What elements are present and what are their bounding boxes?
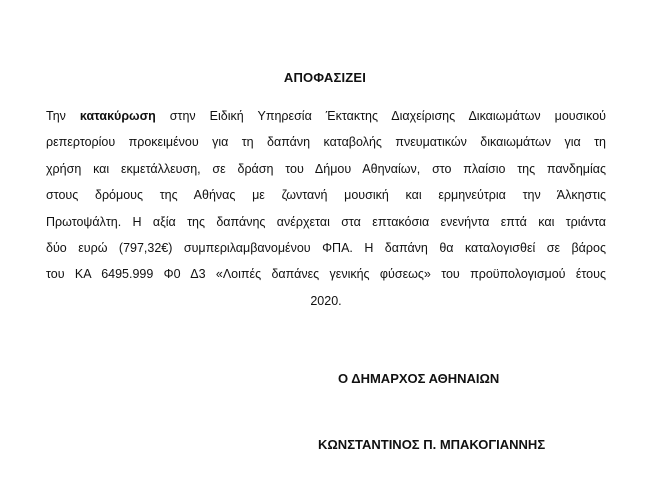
- paragraph-line-4: στους δρόμους της Αθήνας με ζωντανή μουσική και ερμηνεύτρια την Άλκηστις: [46, 188, 606, 203]
- mayor-title: Ο ΔΗΜΑΡΧΟΣ ΑΘΗΝΑΙΩΝ: [338, 371, 500, 386]
- decision-heading: ΑΠΟΦΑΣΙΖΕΙ: [283, 70, 367, 85]
- paragraph-line-6: δύο ευρώ (797,32€) συμπεριλαμβανομένου ΦΠΑ. Η δαπάνη θα καταλογισθεί σε βάρος: [46, 241, 606, 256]
- paragraph-line-5: Πρωτοψάλτη. Η αξία της δαπάνης ανέρχεται στα επτακόσια ενενήντα επτά και τριάντα: [46, 214, 606, 229]
- award-keyword: κατακύρωση: [79, 109, 156, 123]
- paragraph-line-3: χρήση και εκμετάλλευση, σε δράση του Δήμου Αθηναίων, στο πλαίσιο της πανδημίας: [46, 161, 606, 176]
- paragraph-line-2: ρεπερτορίου προκειμένου για τη δαπάνη καταβολής πνευματικών δικαιωμάτων για τη: [46, 135, 606, 150]
- paragraph-line-7: του ΚΑ 6495.999 Φ0 Δ3 «Λοιπές δαπάνες γενικής φύσεως» του προϋπολογισμού έτους: [46, 267, 606, 282]
- paragraph-line-8: 2020.: [310, 293, 342, 308]
- paragraph-line-1: [46, 103, 606, 129]
- paragraph-line-1-prefix: Την: [46, 109, 80, 123]
- mayor-name: ΚΩΝΣΤΑΝΤΙΝΟΣ Π. ΜΠΑΚΟΓΙΑΝΝΗΣ: [318, 437, 546, 452]
- decision-paragraph: [46, 103, 606, 314]
- paragraph-line-1-rest: στην Ειδική Υπηρεσία Έκτακτης Διαχείρισης Δικαιωμάτων μουσικού: [155, 109, 606, 123]
